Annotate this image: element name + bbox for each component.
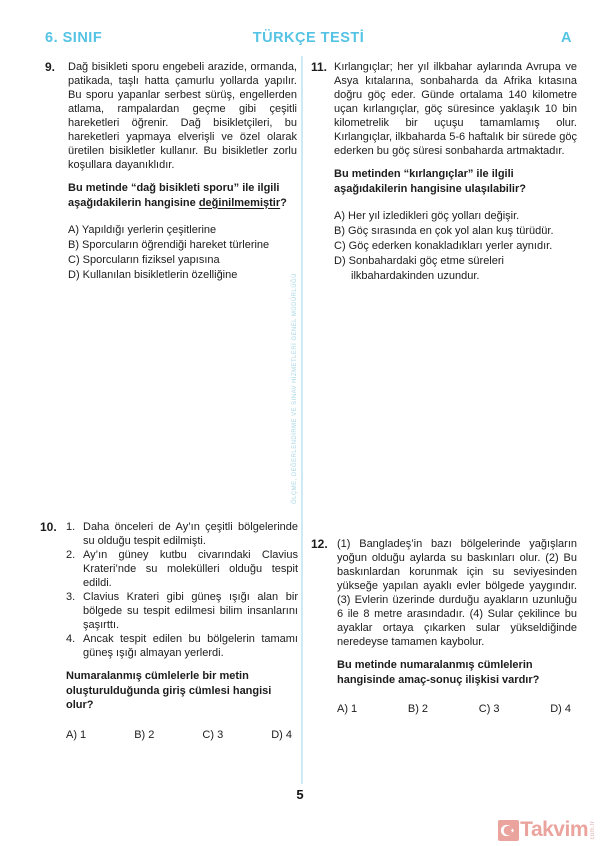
answer-options (68, 223, 297, 283)
question-12 (311, 537, 577, 715)
option-a: A) Yapıldığı yerlerin çeşitlerine (68, 224, 217, 236)
page-title: TÜRKÇE TESTİ (252, 30, 365, 46)
sentence-4: 4. Ancak tespit edilen bu bölgelerin tamamı güneş ışığı almayan yerlerdi. (66, 633, 298, 659)
option-d: D) Kullanılan bisikletlerin özelliğine (68, 269, 238, 281)
option-a: A) 1 (337, 703, 358, 715)
turkish-flag-icon (498, 820, 519, 841)
question-9 (45, 60, 297, 283)
ministry-side-text: ÖLÇME, DEĞERLENDİRME VE SINAV HİZMETLERİ GENEL MÜDÜRLÜĞÜ (292, 273, 298, 504)
watermark-brand: Takvim (520, 818, 588, 841)
question-number: 10. (40, 520, 57, 534)
question-number: 11. (311, 60, 328, 74)
option-b: B) 2 (134, 728, 155, 741)
question-passage: Dağ bisikleti sporu engebeli arazide, ormanda, patikada, taşlı hatta çamurlu yollarda yapılır. Bu sporu yapanlar serbest sürüş, engellerden atlama, rampalardan geçme gibi çeşitli hareketleri öğrenir. Dağ bisikletçileri, bu hareketleri yapmaya elverişli ve özel olarak üretilen bisikletler kullanır. Bu bisikletler zorlu koşullara dayanıklıdır. (68, 61, 297, 171)
option-a: A) Her yıl izledikleri göç yolları değişir. (334, 210, 520, 222)
option-c: C) Sporcuların fiziksel yapısına (68, 254, 220, 266)
answer-options (334, 209, 577, 284)
option-a: A) 1 (66, 728, 87, 741)
answer-options (66, 729, 298, 741)
option-c: C) Göç ederken konakladıkları yerler aynıdır. (334, 240, 553, 252)
question-passage: Kırlangıçlar; her yıl ilkbahar aylarında Avrupa ve Asya kıtalarına, sonbaharda da Afrika kıtasına doğru göç eder. Günde ortalama 140 kilometre uçan kırlangıçlar, göç süresince yaklaşık 10 bin kilometrelik bir uçuşu tamamlamış olur. Kırlangıçlar, ilkbaharda 5-6 haftalık bir sürede göç ederken bu göç süresi sonbaharda artmaktadır. (334, 61, 577, 157)
column-divider (301, 56, 303, 784)
question-stem: Bu metinde numaralanmış cümlelerin hangisinde amaç-sonuç ilişkisi vardır? (337, 659, 540, 686)
question-stem: Numaralanmış cümlelerle bir metin oluşturulduğunda giriş cümlesi hangisi olur? (66, 670, 272, 711)
sentence-1: 1. Daha önceleri de Ay’ın çeşitli bölgelerinde su olduğu tespit edilmişti. (66, 521, 298, 547)
option-d: D) 4 (550, 703, 571, 715)
question-stem: Bu metinde “dağ bisikleti sporu” ile ilgili aşağıdakilerin hangisine değinilmemiştir? (68, 182, 287, 209)
option-d: D) 4 (271, 728, 292, 741)
sentence-3: 3. Clavius Krateri gibi güneş ışığı alan bir bölgede su tespit edilmesi bilim insanlarını şaşırttı. (66, 591, 298, 631)
takvim-watermark (498, 818, 596, 842)
option-d: D) Sonbahardaki göç etme süreleri ilkbahardakinden uzundur. (334, 255, 504, 282)
page-header (45, 30, 572, 46)
question-10 (40, 520, 298, 741)
option-b: B) 2 (407, 703, 429, 715)
option-b: B) Göç sırasında en çok yol alan kuş türüdür. (334, 225, 554, 237)
option-b: B) Sporcuların öğrendiği hareket türlerine (68, 239, 270, 251)
option-c: C) 3 (478, 703, 500, 715)
page-number: 5 (296, 787, 304, 802)
underlined-word: değinilmemiştir (198, 196, 281, 209)
question-number: 12. (311, 537, 328, 551)
header-grade: 6. SINIF (45, 30, 103, 46)
answer-options (337, 703, 577, 715)
header-booklet: A (561, 30, 572, 46)
sentence-2: 2. Ay’ın güney kutbu civarındaki Clavius Krateri’nde su molekülleri olduğu tespit edildi. (66, 549, 298, 589)
question-11 (311, 60, 577, 284)
question-number: 9. (45, 60, 56, 74)
question-stem: Bu metinden “kırlangıçlar” ile ilgili aşağıdakilerin hangisine ulaşılabilir? (334, 168, 526, 195)
option-c: C) 3 (202, 728, 224, 741)
numbered-sentences (66, 520, 298, 660)
question-passage: (1) Bangladeş’in bazı bölgelerinde yağışların yoğun olduğu aylarda su baskınları olur. (2) Bu baskınlardan korunmak için su seviyesinden yükseğe yapılan ayaklı evler bölgede yaygındır. (3) Evlerin üzerinde durduğu ayakların uzunluğu 6 ile 8 metre arasındadır. (4) Sular çekilince bu ayaklar ortaya çıkarken sular yükseldiğinde neredeyse tamamen kaybolur. (337, 538, 577, 648)
watermark-domain: com.tr (590, 820, 596, 840)
